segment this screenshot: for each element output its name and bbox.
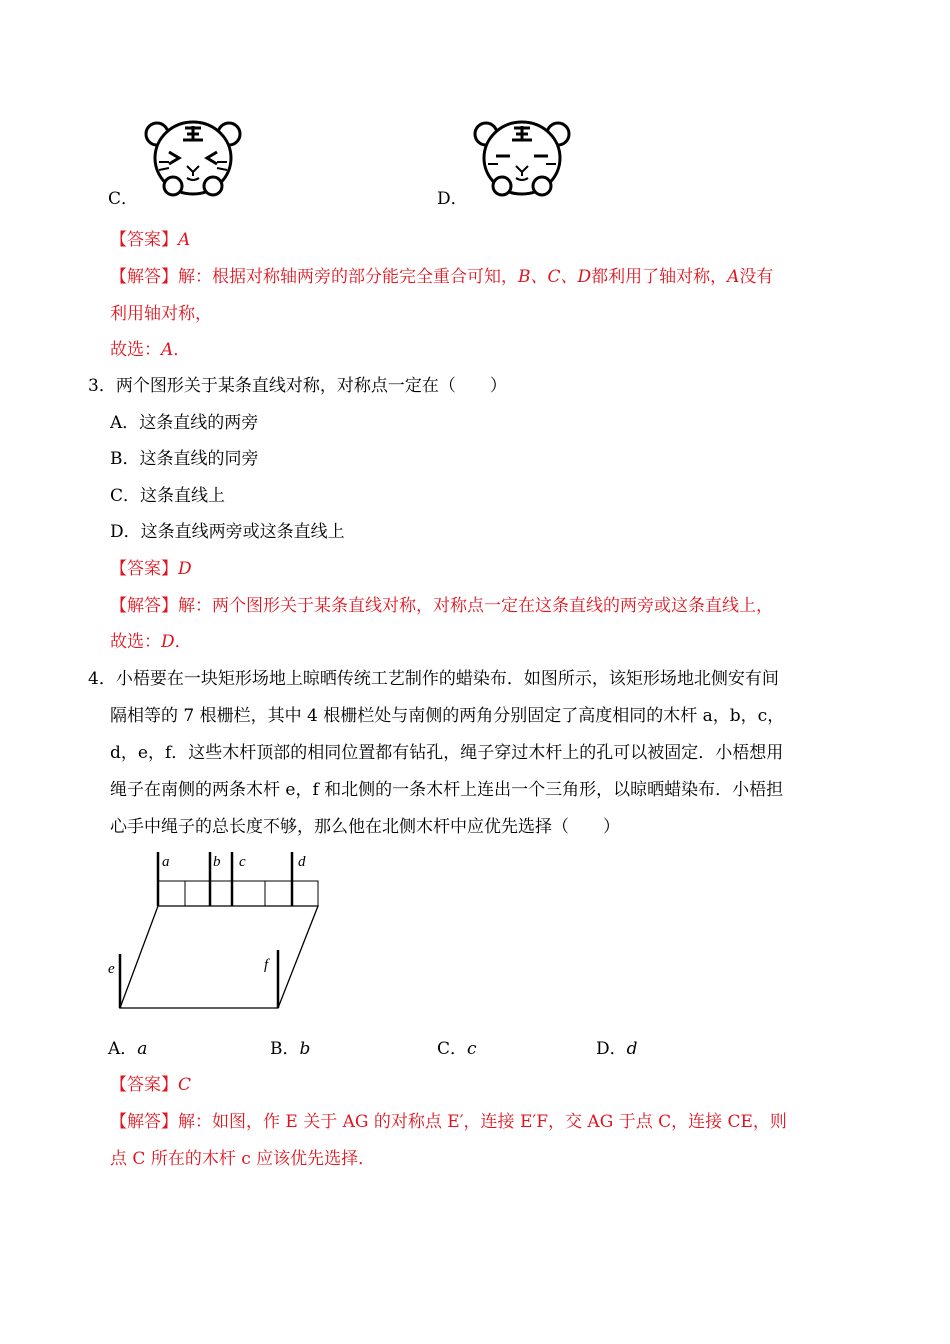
- q4-analysis-line1: [110, 1110, 787, 1134]
- analysis-text: 解：根据对称轴两旁的部分能完全重合可知，: [178, 267, 518, 287]
- analysis-text: 都利用了轴对称，: [591, 267, 728, 287]
- conclusion-value: D: [161, 632, 175, 652]
- option-value: d: [626, 1039, 638, 1059]
- q3-option-d: D．这条直线两旁或这条直线上: [110, 522, 345, 542]
- q2-analysis-line2: 利用轴对称，: [110, 304, 212, 324]
- analysis-tag: 【解答】: [110, 267, 178, 287]
- answer-tag: 【答案】: [110, 1075, 178, 1095]
- q4-option-d: [596, 1037, 638, 1061]
- option-value: c: [467, 1039, 477, 1059]
- q3-conclusion: [110, 630, 192, 654]
- option-value: a: [137, 1039, 148, 1059]
- analysis-letters: B、C、D: [518, 267, 592, 287]
- q2-answer: [110, 228, 190, 252]
- q3-option-a: A．这条直线的两旁: [110, 413, 259, 433]
- label-c: c: [239, 854, 246, 870]
- analysis-letter: A: [727, 267, 740, 287]
- q4-stem-line5: 心手中绳子的总长度不够，那么他在北侧木杆中应优先选择（ ）: [110, 817, 620, 837]
- q4-stem-line2: 隔相等的 7 根栅栏，其中 4 根栅栏处与南侧的两角分别固定了高度相同的木杆 a，b，c，: [110, 706, 785, 726]
- answer-value: A: [178, 230, 191, 250]
- q3-option-c: C．这条直线上: [110, 486, 226, 506]
- answer-tag: 【答案】: [110, 230, 178, 250]
- q4-option-b: [270, 1037, 310, 1061]
- label-f: f: [264, 957, 269, 973]
- conclusion-value: A: [161, 340, 174, 360]
- analysis-text: 没有: [739, 267, 774, 287]
- analysis-text: 解：两个图形关于某条直线对称，对称点一定在这条直线的两旁或这条直线上，: [178, 596, 773, 616]
- label-a: a: [162, 854, 170, 870]
- q4-stem-line4: 绳子在南侧的两条木杆 e，f 和北侧的一条木杆上连出一个三角形，以晾晒蜡染布．小梧担: [110, 780, 784, 800]
- q4-stem-line3: d，e，f．这些木杆顶部的相同位置都有钻孔，绳子穿过木杆上的孔可以被固定．小梧想用: [110, 743, 784, 763]
- answer-tag: 【答案】: [110, 559, 178, 579]
- option-c-image: [143, 118, 243, 198]
- option-label: D．: [596, 1039, 627, 1059]
- q4-stem-line1: 4．小梧要在一块矩形场地上晾晒传统工艺制作的蜡染布．如图所示，该矩形场地北侧安有间: [88, 669, 779, 689]
- analysis-tag: 【解答】: [110, 596, 178, 616]
- answer-value: C: [178, 1075, 192, 1095]
- option-label: B．: [270, 1039, 300, 1059]
- q3-answer: [110, 557, 192, 581]
- q3-stem: 3．两个图形关于某条直线对称，对称点一定在（ ）: [88, 376, 507, 396]
- q2-conclusion: [110, 338, 190, 362]
- option-label: A．: [108, 1039, 138, 1059]
- option-label: C．: [437, 1039, 468, 1059]
- q3-analysis: [110, 594, 773, 618]
- label-b: b: [213, 854, 221, 870]
- q4-option-a: [108, 1037, 147, 1061]
- q4-figure: [105, 848, 330, 1013]
- q2-analysis-line1: [110, 265, 773, 289]
- q4-analysis-line2: 点 C 所在的木杆 c 应该优先选择．: [110, 1149, 376, 1169]
- answer-value: D: [178, 559, 192, 579]
- option-c-label: C．: [108, 189, 139, 209]
- label-d: d: [298, 854, 306, 870]
- q4-answer: [110, 1073, 191, 1097]
- analysis-text: 解：如图，作 E 关于 AG 的对称点 E′，连接 E′F，交 AG 于点 C，连接 CE，则: [178, 1112, 787, 1132]
- label-e: e: [108, 961, 115, 977]
- conclusion-text: 故选：: [110, 340, 161, 360]
- option-value: b: [299, 1039, 311, 1059]
- conclusion-end: ．: [174, 632, 192, 652]
- conclusion-end: ．: [173, 340, 191, 360]
- q3-option-b: B．这条直线的同旁: [110, 449, 259, 469]
- analysis-tag: 【解答】: [110, 1112, 178, 1132]
- conclusion-text: 故选：: [110, 632, 161, 652]
- q4-option-c: [437, 1037, 477, 1061]
- option-d-label: D．: [437, 189, 468, 209]
- option-d-image: [472, 118, 572, 198]
